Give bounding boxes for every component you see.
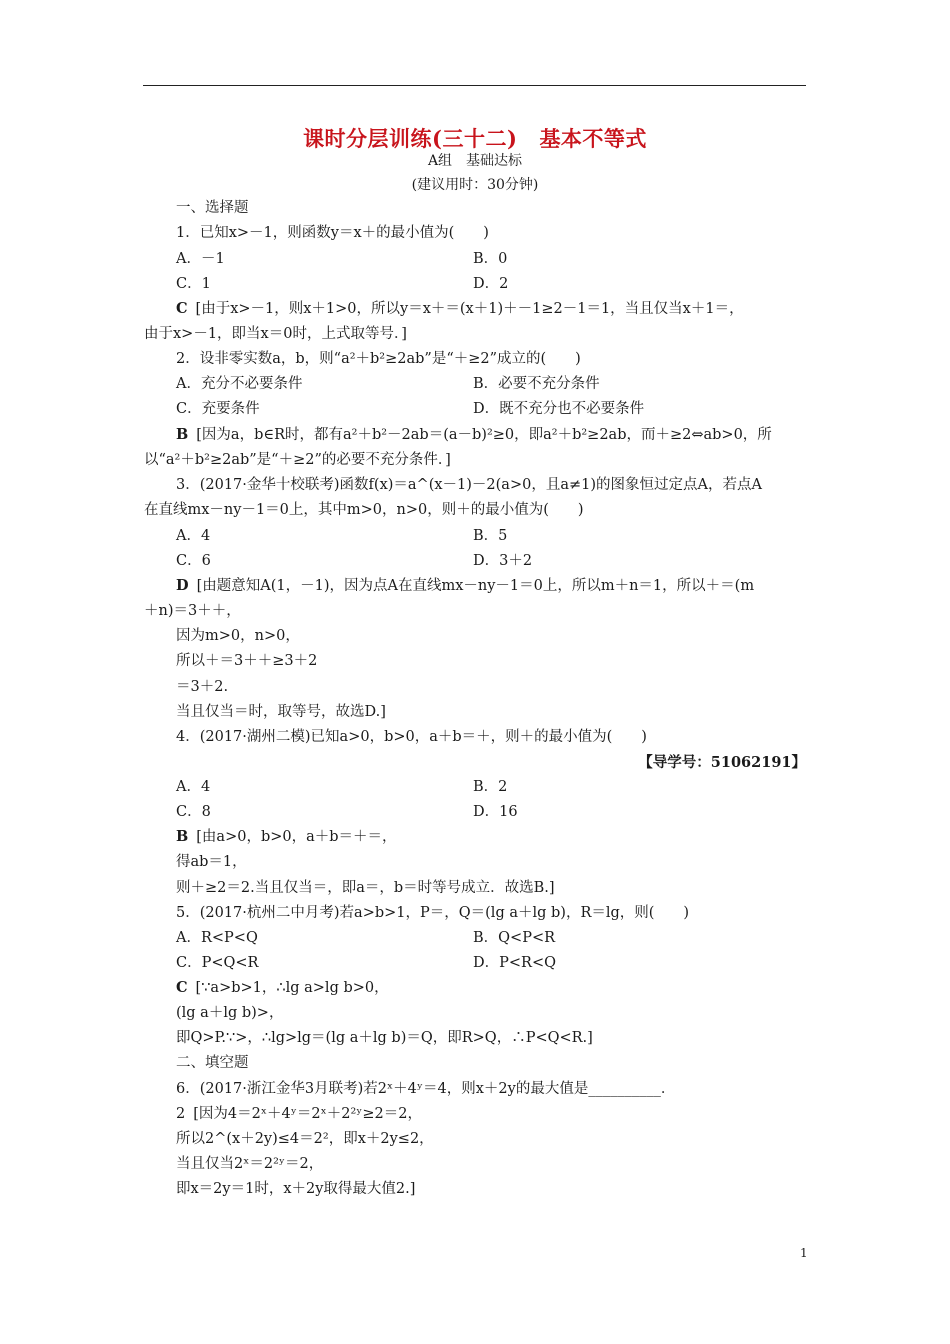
option-d: D．既不充分也不必要条件: [473, 401, 645, 417]
option-d: D．3＋2: [473, 553, 533, 569]
title-sub: 基本不等式: [539, 126, 647, 151]
group-label: A组 基础达标: [427, 153, 523, 169]
option-b: B．0: [473, 251, 508, 267]
solution-text: ＋n)＝3＋＋，: [144, 603, 241, 619]
option-d: D．2: [473, 276, 509, 292]
answer-letter: B: [176, 426, 189, 443]
guide-number: 【导学号：51062191】: [638, 754, 806, 771]
answer-letter: C: [176, 300, 188, 317]
option-d: D．16: [473, 804, 518, 820]
page-number: 1: [800, 1246, 808, 1260]
answer-line: [176, 425, 772, 445]
option-a: A．－1: [176, 251, 225, 267]
answer-letter: C: [176, 979, 188, 996]
solution-text: ＝3＋2.: [176, 679, 229, 695]
option-a: A．R<P<Q: [176, 930, 258, 946]
option-a: A．充分不必要条件: [176, 376, 303, 392]
solution-text: 得ab＝1，: [176, 854, 247, 870]
answer-letter: D: [176, 577, 189, 594]
answer-line: [176, 1104, 422, 1124]
solution-text: 当且仅当2ˣ＝2²ʸ＝2，: [176, 1156, 324, 1172]
solution-text: 即Q>P.∵>，∴lg>lg＝(lg a＋lg b)＝Q，即R>Q，∴P<Q<R.]: [176, 1030, 593, 1046]
option-c: C．充要条件: [176, 401, 260, 417]
option-c: C．1: [176, 276, 211, 292]
time-hint: (建议用时：30分钟): [411, 177, 539, 193]
solution-text: 则＋≥2＝2.当且仅当＝，即a＝，b＝时等号成立．故选B.]: [176, 880, 555, 896]
answer-line: [176, 299, 744, 319]
option-d: D．P<R<Q: [473, 955, 556, 971]
solution-text: 即x＝2y＝1时，x＋2y取得最大值2.]: [176, 1181, 416, 1197]
answer-line: [176, 576, 754, 596]
option-b: B．Q<P<R: [473, 930, 556, 946]
solution-text: 由于x>－1，即当x＝0时，上式取等号．]: [144, 326, 407, 342]
answer-line: [176, 978, 389, 998]
question-stem: 1．已知x>－1，则函数y＝x＋的最小值为( ): [176, 225, 489, 241]
question-stem: 3．(2017·金华十校联考)函数f(x)＝a^(x－1)－2(a>0，且a≠1)的图象恒过定点A，若点A: [176, 477, 762, 493]
option-c: C．8: [176, 804, 211, 820]
answer-letter: B: [176, 828, 189, 845]
question-stem: 2．设非零实数a，b，则“a²＋b²≥2ab”是“＋≥2”成立的( ): [176, 351, 581, 367]
solution-text: 当且仅当＝时，取等号，故选D.]: [176, 704, 386, 720]
option-c: C．P<Q<R: [176, 955, 259, 971]
solution-text: 因为m>0，n>0，: [176, 628, 300, 644]
solution-text: [由于x>－1，则x＋1>0，所以y＝x＋＝(x＋1)＋－1≥2－1＝1，当且仅当x＋1＝，: [195, 301, 744, 317]
answer-value: 2: [176, 1106, 186, 1122]
solution-text: [∵a>b>1，∴lg a>lg b>0，: [195, 980, 389, 996]
page-title: [0, 123, 950, 153]
header-rule: [143, 85, 806, 86]
option-c: C．6: [176, 553, 211, 569]
question-stem: 4．(2017·湖州二模)已知a>0，b>0，a＋b＝＋，则＋的最小值为( ): [176, 729, 647, 745]
title-main: 课时分层训练(三十二): [303, 126, 518, 151]
answer-line: [176, 827, 397, 847]
solution-text: (lg a＋lg b)>，: [176, 1005, 284, 1021]
question-stem: 5．(2017·杭州二中月考)若a>b>1，P＝，Q＝(lg a＋lg b)，R＝lg，则( ): [176, 905, 690, 921]
option-b: B．5: [473, 528, 508, 544]
option-a: A．4: [176, 528, 211, 544]
question-stem: 在直线mx－ny－1＝0上，其中m>0，n>0，则＋的最小值为( ): [144, 502, 584, 518]
solution-text: 所以＋＝3＋＋≥3＋2: [176, 653, 318, 669]
option-b: B．2: [473, 779, 508, 795]
solution-text: [由题意知A(1，－1)，因为点A在直线mx－ny－1＝0上，所以m＋n＝1，所以＋＝(m: [196, 578, 755, 594]
solution-text: 以“a²＋b²≥2ab”是“＋≥2”的必要不充分条件．]: [144, 452, 451, 468]
solution-text: [因为a，b∈R时，都有a²＋b²－2ab＝(a－b)²≥0，即a²＋b²≥2ab，而＋≥2⇔ab>0，所: [196, 427, 772, 443]
solution-text: [因为4＝2ˣ＋4ʸ＝2ˣ＋2²ʸ≥2＝2，: [193, 1106, 422, 1122]
question-stem: 6．(2017·浙江金华3月联考)若2ˣ＋4ʸ＝4，则x＋2y的最大值是__________．: [176, 1081, 676, 1097]
option-b: B．必要不充分条件: [473, 376, 600, 392]
solution-text: [由a>0，b>0，a＋b＝＋＝，: [196, 829, 397, 845]
section-heading: 一、选择题: [176, 200, 249, 216]
solution-text: 所以2^(x＋2y)≤4＝2²，即x＋2y≤2，: [176, 1131, 434, 1147]
section-heading: 二、填空题: [176, 1055, 249, 1071]
option-a: A．4: [176, 779, 211, 795]
